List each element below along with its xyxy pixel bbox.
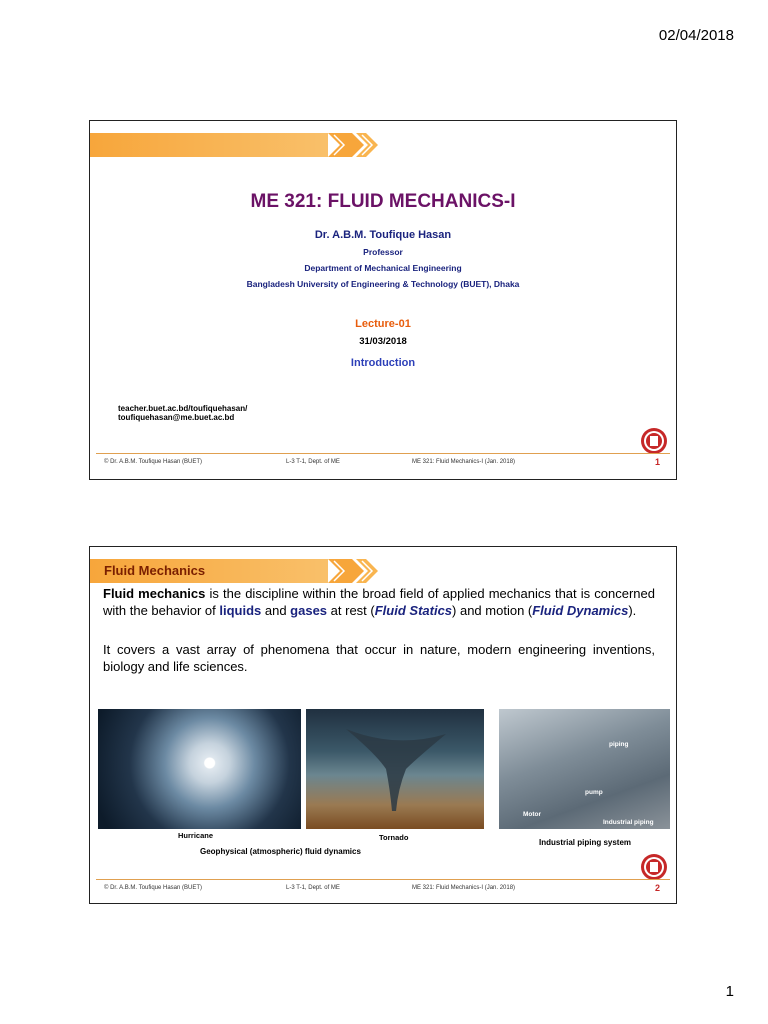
slide-title: Fluid Mechanics <box>104 563 206 578</box>
buet-logo-icon <box>640 853 668 881</box>
slide-footer <box>90 883 676 897</box>
label-pump: pump <box>585 789 603 796</box>
paragraph-scope: It covers a vast array of phenomena that occur in nature, modern engineering inventions, biology and life sciences. <box>103 642 655 674</box>
slide-1 <box>89 120 677 480</box>
lecture-date: 31/03/2018 <box>359 336 407 347</box>
label-piping: piping <box>609 741 629 748</box>
page-date: 02/04/2018 <box>658 27 734 44</box>
slide-number: 2 <box>654 883 660 893</box>
caption-tornado: Tornado <box>379 833 409 842</box>
contact-info <box>118 404 247 422</box>
footer-course-level: L-3 T-1, Dept. of ME <box>286 885 340 891</box>
slide-banner <box>90 133 396 157</box>
tornado-image <box>306 709 484 829</box>
website-link[interactable]: teacher.buet.ac.bd/toufiquehasan/ <box>118 404 248 413</box>
author-name: Dr. A.B.M. Toufique Hasan <box>314 229 452 241</box>
buet-logo-icon <box>640 427 668 455</box>
lecture-number: Lecture-01 <box>355 318 411 330</box>
caption-industrial: Industrial piping system <box>539 838 632 847</box>
footer-course-level: L-3 T-1, Dept. of ME <box>286 459 340 465</box>
page-number: 1 <box>725 983 734 1000</box>
course-title: ME 321: FLUID MECHANICS-I <box>250 191 516 212</box>
university: Bangladesh University of Engineering & Technology (BUET), Dhaka <box>246 279 520 289</box>
caption-hurricane: Hurricane <box>178 831 214 840</box>
footer-course-ref: ME 321: Fluid Mechanics-I (Jan. 2018) <box>412 459 516 465</box>
label-industrial-piping: Industrial piping <box>603 819 654 826</box>
caption-geophysical: Geophysical (atmospheric) fluid dynamics <box>200 847 361 856</box>
label-motor: Motor <box>523 811 542 818</box>
footer-course-ref: ME 321: Fluid Mechanics-I (Jan. 2018) <box>412 885 516 891</box>
slide-footer <box>90 457 676 471</box>
slide-banner <box>90 559 396 583</box>
lecture-topic: Introduction <box>350 357 416 369</box>
email-link[interactable]: toufiquehasan@me.buet.ac.bd <box>118 413 235 422</box>
industrial-piping-image <box>499 709 670 829</box>
footer-copyright: © Dr. A.B.M. Toufique Hasan (BUET) <box>104 459 203 465</box>
slide-2 <box>89 546 677 904</box>
footer-copyright: © Dr. A.B.M. Toufique Hasan (BUET) <box>104 885 203 891</box>
paragraph-definition: Fluid mechanics is the discipline within the broad field of applied mechanics that is concerned with the behavior of liquids and gases at rest (Fluid Statics) and motion (Fluid Dynamics). <box>103 586 655 618</box>
department: Department of Mechanical Engineering <box>304 263 462 273</box>
hurricane-image <box>98 709 301 829</box>
author-role: Professor <box>363 247 403 257</box>
slide-number: 1 <box>654 457 660 467</box>
